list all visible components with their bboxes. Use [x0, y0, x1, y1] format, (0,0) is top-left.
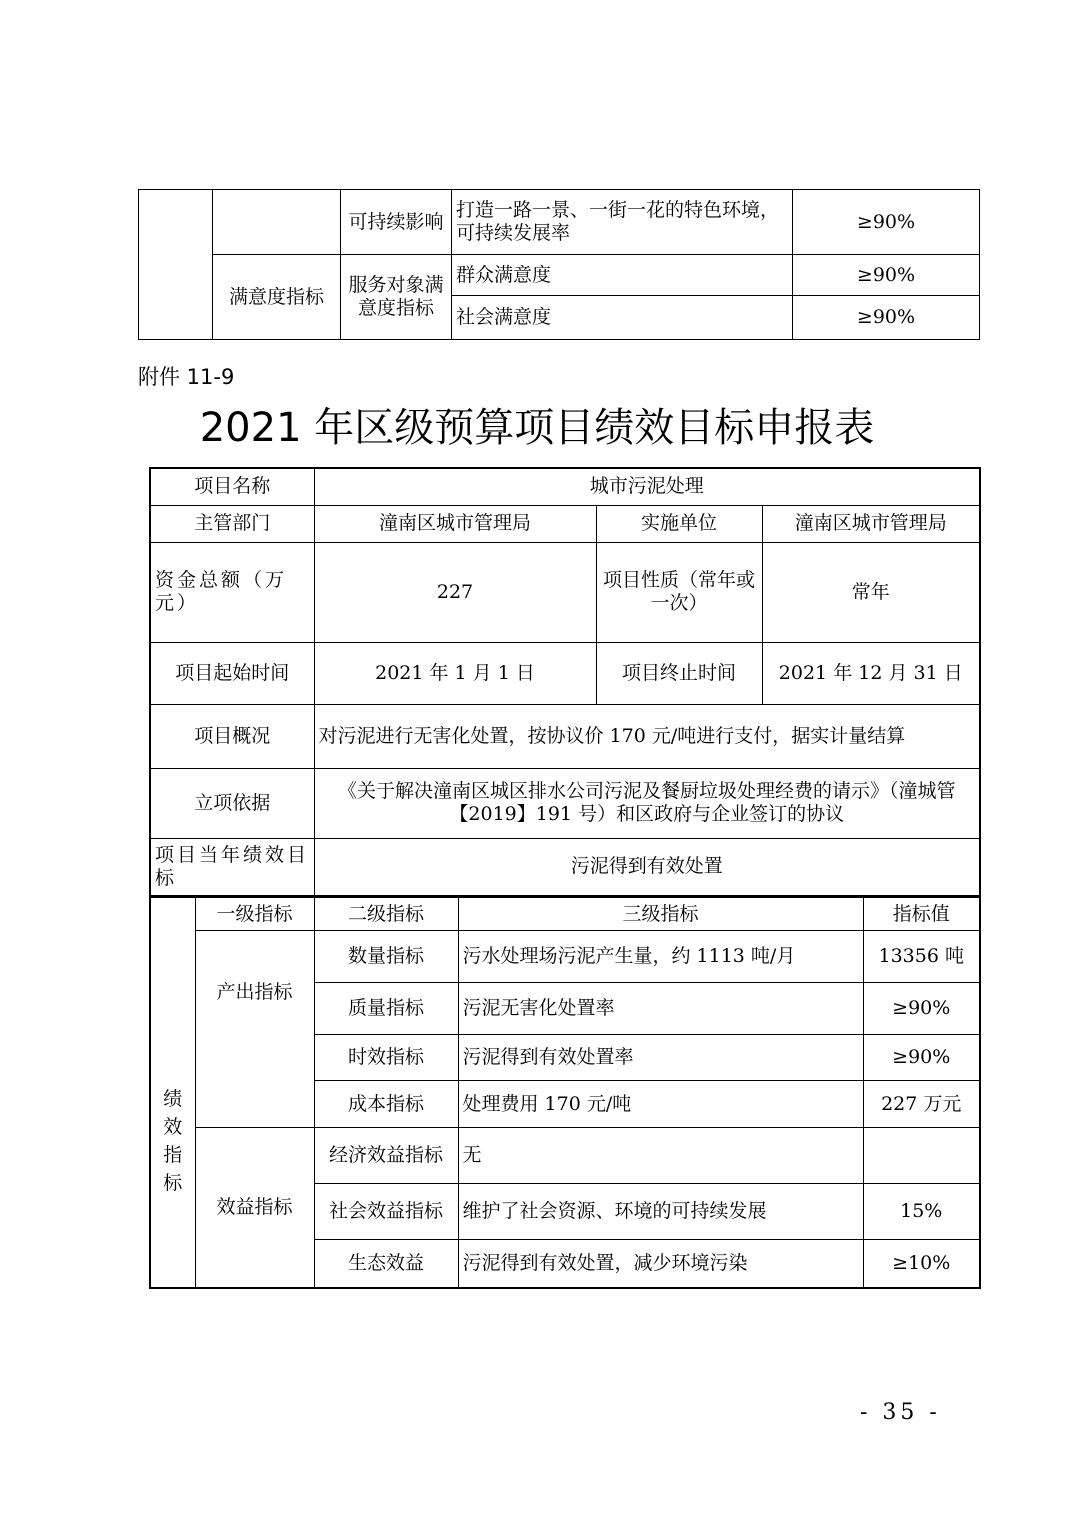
- goal-label: 项目当年绩效目标: [150, 838, 314, 896]
- benefit-label: 效益指标: [195, 1128, 314, 1288]
- project-info-table: [149, 467, 981, 897]
- header-level2: 二级指标: [314, 898, 458, 931]
- blank-cell: [139, 190, 213, 340]
- start-label: 项目起始时间: [150, 642, 314, 704]
- performance-table: [149, 897, 981, 1289]
- unit-label: 实施单位: [596, 505, 762, 542]
- table-row-l3: 污泥无害化处置率: [458, 983, 863, 1035]
- level1-cell: 满意度指标: [213, 255, 341, 340]
- header-level1: 一级指标: [195, 898, 314, 931]
- table-row-l3: 污泥得到有效处置率: [458, 1035, 863, 1081]
- table-row-l3: 污水处理场污泥产生量，约 1113 吨/月: [458, 931, 863, 983]
- name-label: 项目名称: [150, 468, 314, 505]
- table-row-l2: 经济效益指标: [314, 1128, 458, 1184]
- table-row-val: ≥10%: [863, 1240, 980, 1288]
- table-row-val: 15%: [863, 1184, 980, 1240]
- attachment-label: 附件 11-9: [138, 365, 235, 389]
- basis-label: 立项依据: [150, 768, 314, 838]
- sub-indicator-cell: 服务对象满意度指标: [341, 255, 452, 340]
- perf-side-text: 绩效指标: [163, 1087, 183, 1194]
- blank-cell: [213, 190, 341, 255]
- table-row-l2: 质量指标: [314, 983, 458, 1035]
- table-row-l3: 维护了社会资源、环境的可持续发展: [458, 1184, 863, 1240]
- sub-indicator-cell: 可持续影响: [341, 190, 452, 255]
- fund-label: 资金总额（万元）: [150, 542, 314, 642]
- unit-value: 潼南区城市管理局: [762, 505, 980, 542]
- dept-value: 潼南区城市管理局: [314, 505, 596, 542]
- table-row-l2: 生态效益: [314, 1240, 458, 1288]
- table-row-val: [863, 1128, 980, 1184]
- page-number: - 35 -: [860, 1400, 941, 1425]
- output-label: 产出指标: [195, 931, 314, 1128]
- value-cell: ≥90%: [793, 296, 980, 340]
- item-cell: 群众满意度: [452, 255, 793, 296]
- table-row-l2: 时效指标: [314, 1035, 458, 1081]
- nature-value: 常年: [762, 542, 980, 642]
- table-row-l3: 无: [458, 1128, 863, 1184]
- item-cell: 社会满意度: [452, 296, 793, 340]
- value-cell: ≥90%: [793, 255, 980, 296]
- nature-label: 项目性质（常年或一次）: [596, 542, 762, 642]
- start-value: 2021 年 1 月 1 日: [314, 642, 596, 704]
- table-row-l3: 污泥得到有效处置，减少环境污染: [458, 1240, 863, 1288]
- item-cell: 打造一路一景、一街一花的特色环境，可持续发展率: [452, 190, 793, 255]
- goal-value: 污泥得到有效处置: [314, 838, 980, 896]
- value-cell: ≥90%: [793, 190, 980, 255]
- header-level3: 三级指标: [458, 898, 863, 931]
- table-row-l2: 成本指标: [314, 1081, 458, 1128]
- end-value: 2021 年 12 月 31 日: [762, 642, 980, 704]
- table-row-val: 227 万元: [863, 1081, 980, 1128]
- name-value: 城市污泥处理: [314, 468, 980, 505]
- end-label: 项目终止时间: [596, 642, 762, 704]
- dept-label: 主管部门: [150, 505, 314, 542]
- table-row-val: ≥90%: [863, 1035, 980, 1081]
- table-row-val: ≥90%: [863, 983, 980, 1035]
- table-row-l3: 处理费用 170 元/吨: [458, 1081, 863, 1128]
- basis-value: 《关于解决潼南区城区排水公司污泥及餐厨垃圾处理经费的请示》（潼城管【2019】191 号）和区政府与企业签订的协议: [314, 768, 980, 838]
- table-row-val: 13356 吨: [863, 931, 980, 983]
- perf-side-label: [150, 898, 195, 1288]
- page-title: 2021 年区级预算项目绩效目标申报表: [199, 405, 875, 451]
- overview-label: 项目概况: [150, 704, 314, 768]
- header-value: 指标值: [863, 898, 980, 931]
- table-row-l2: 社会效益指标: [314, 1184, 458, 1240]
- table-row-l2: 数量指标: [314, 931, 458, 983]
- fund-value: 227: [314, 542, 596, 642]
- overview-value: 对污泥进行无害化处置，按协议价 170 元/吨进行支付，据实计量结算: [314, 704, 980, 768]
- continuation-table: [138, 189, 980, 340]
